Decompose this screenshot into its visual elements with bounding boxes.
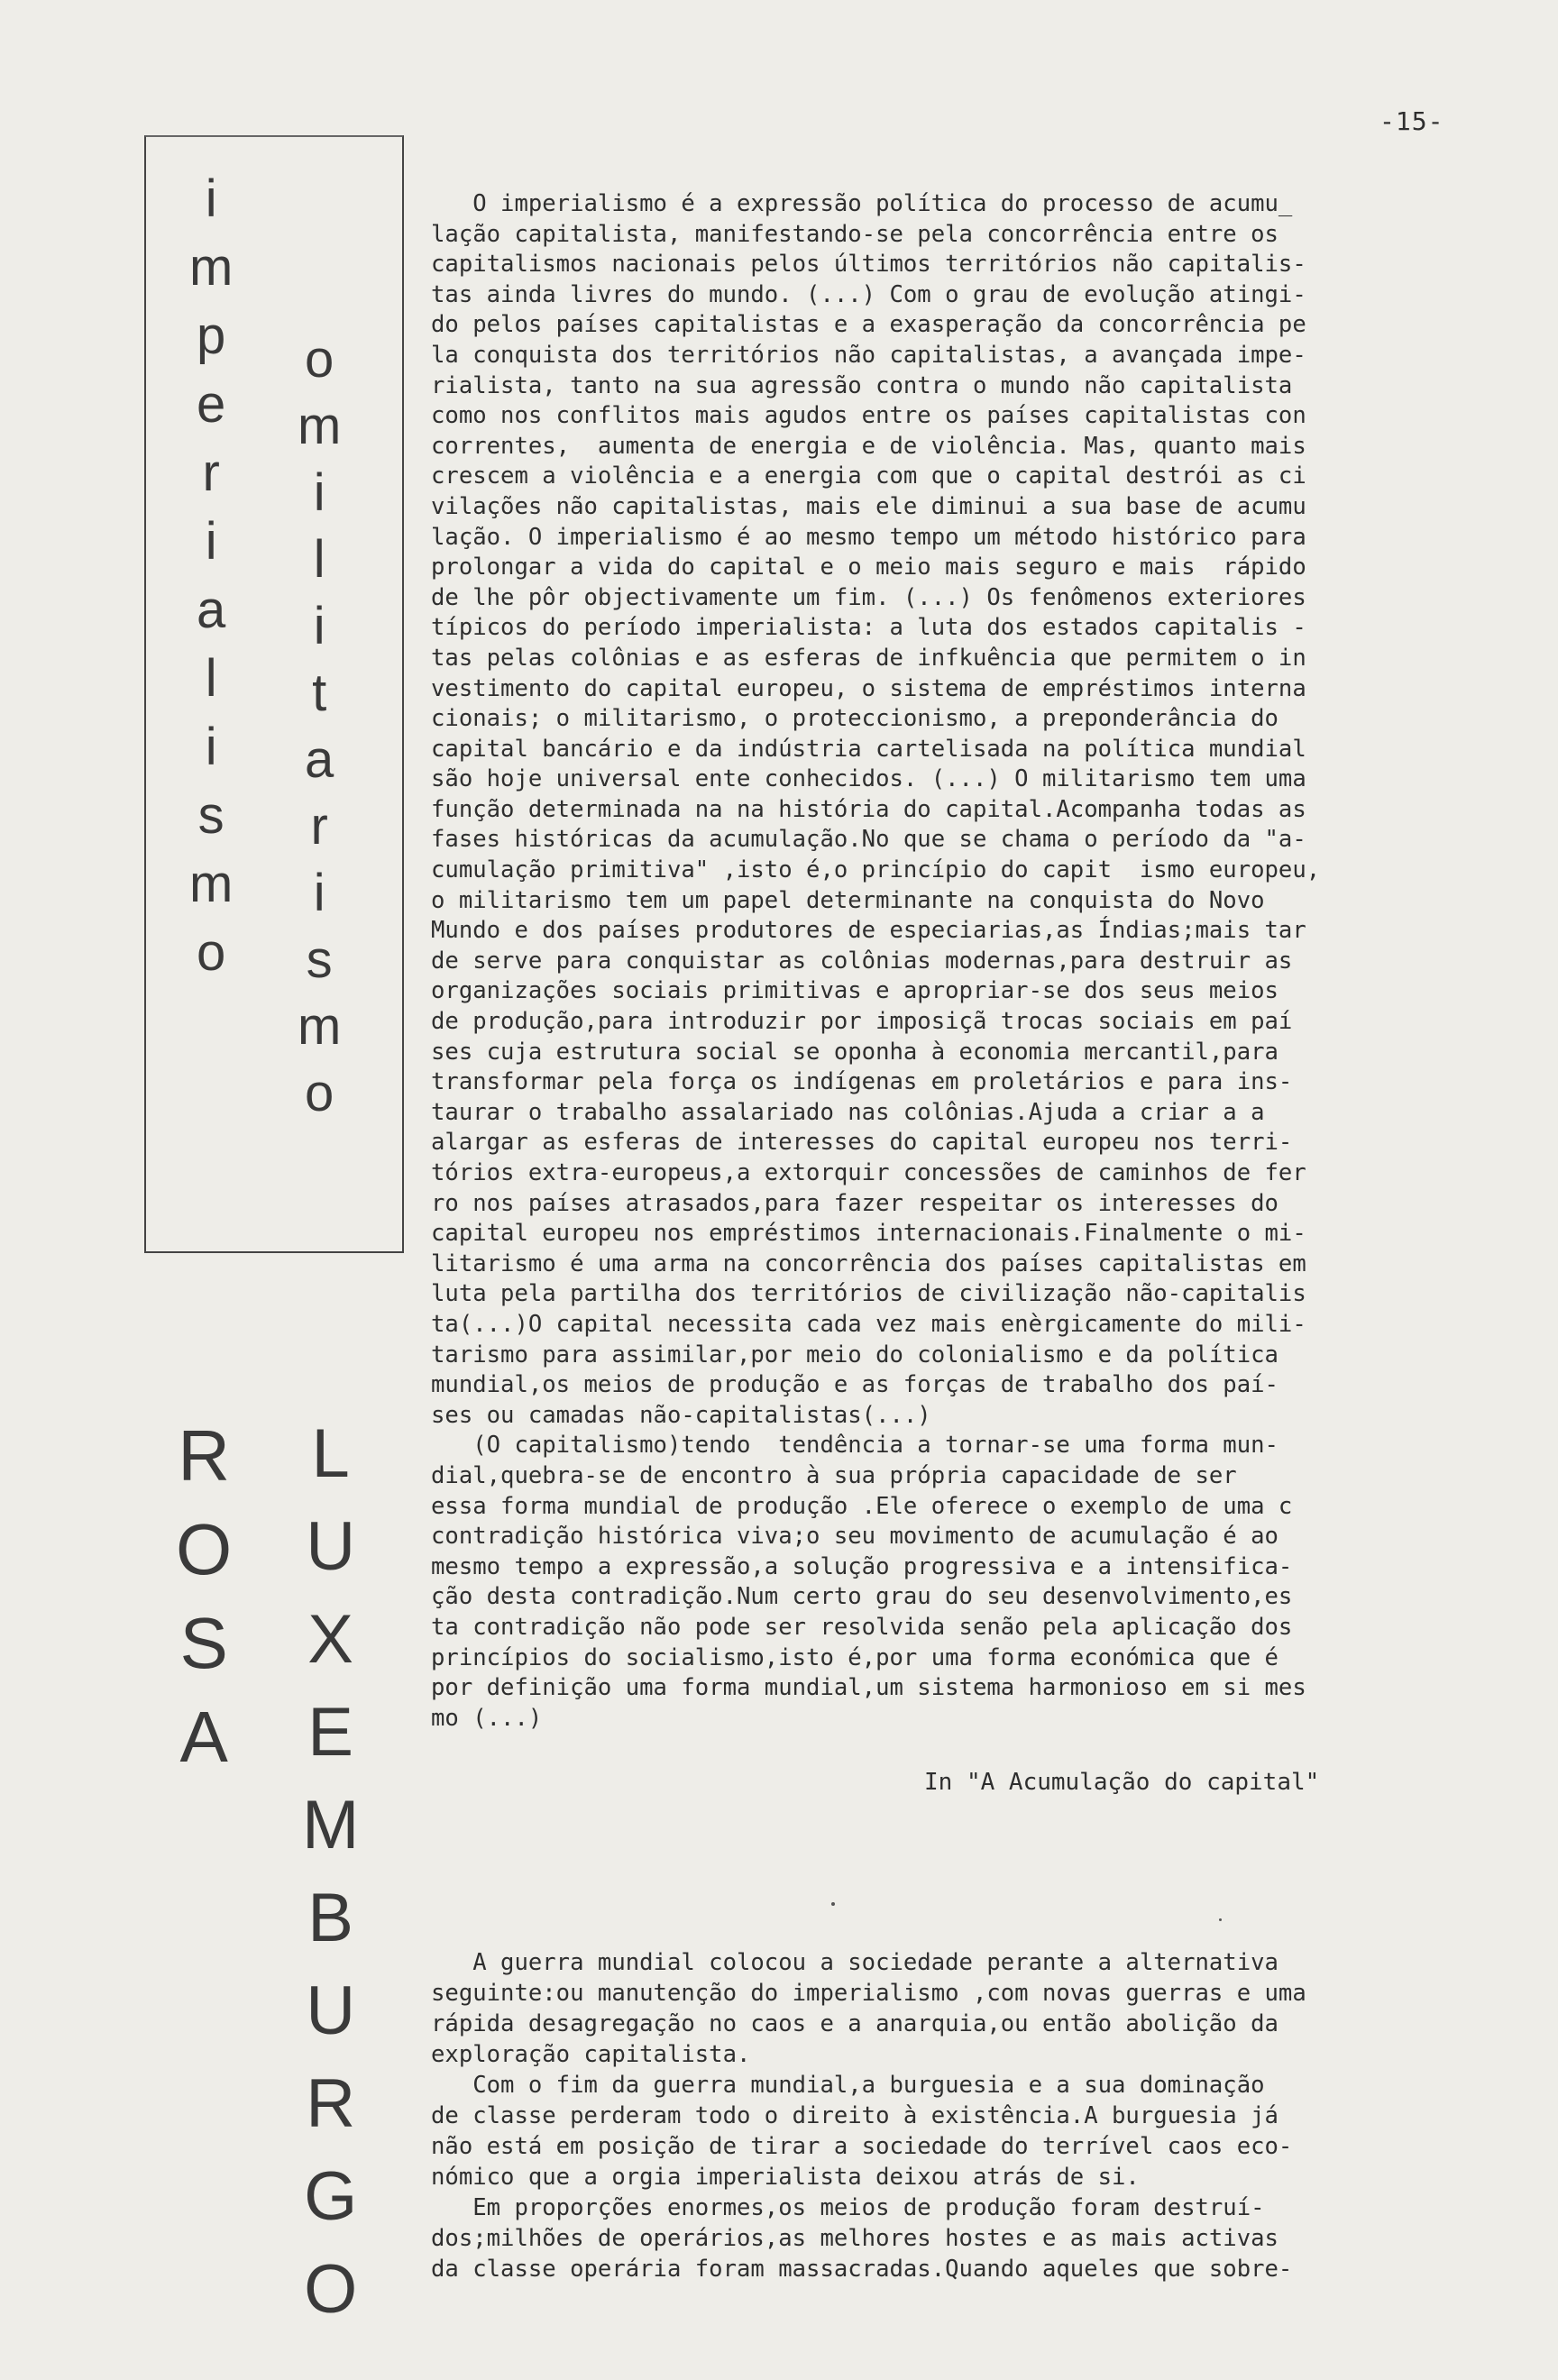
text-line: capital europeu nos empréstimos internacionais.Finalmente o mi- — [431, 1220, 1306, 1248]
text-line: O imperialismo é a expressão política do processo de acumu_ — [431, 190, 1293, 217]
quote-block — [431, 189, 1477, 1734]
text-line: capitalismos nacionais pelos últimos territórios não capitalis- — [431, 251, 1306, 279]
page-number: -15- — [1379, 106, 1444, 136]
text-line: essa forma mundial de produção .Ele oferece o exemplo de uma c — [431, 1492, 1293, 1520]
vertical-letter: S — [179, 1603, 228, 1683]
text-line: (O capitalismo)tendo tendência a tornar-se uma forma mun- — [431, 1432, 1278, 1460]
text-line: são hoje universal ente conhecidos. (...) O militarismo tem uma — [431, 765, 1306, 793]
text-line: la conquista dos territórios não capitalistas, a avançada impe- — [431, 341, 1306, 369]
vertical-word-imperialismo — [189, 169, 234, 995]
vertical-letter: o — [197, 923, 226, 982]
vertical-letter: A — [179, 1697, 228, 1777]
sidebar-box — [144, 135, 404, 1253]
text-line: Com o fim da guerra mundial,a burguesia e a sua dominação — [431, 2072, 1265, 2099]
vertical-letter: X — [307, 1601, 353, 1678]
text-line: correntes, aumenta de energia e de violência. Mas, quanto mais — [431, 432, 1306, 460]
citation: In "A Acumulação do capital" — [924, 1769, 1320, 1796]
vertical-letter: r — [310, 797, 328, 856]
text-line: ro nos países atrasados,para fazer respeitar os interesses do — [431, 1189, 1278, 1217]
text-line: fases históricas da acumulação.No que se chama o período da "a- — [431, 826, 1306, 854]
text-line: alargar as esferas de interesses do capital europeu nos terri- — [431, 1129, 1293, 1157]
text-line: litarismo é uma arma na concorrência dos países capitalistas em — [431, 1250, 1306, 1277]
text-line: princípios do socialismo,isto é,por uma forma económica que é — [431, 1643, 1278, 1671]
vertical-letter: E — [307, 1694, 353, 1771]
text-line: Mundo e dos países produtores de especiarias,as Índias;mais tar — [431, 917, 1306, 945]
text-line: rápida desagregação no caos e a anarquia,ou então abolição da — [431, 2010, 1278, 2037]
vertical-letter: o — [305, 1064, 335, 1122]
text-line: de serve para conquistar as colônias modernas,para destruir as — [431, 947, 1293, 975]
text-line: capital bancário e da indústria cartelisada na política mundial — [431, 735, 1306, 763]
text-line: tas ainda livres do mundo. (...) Com o grau de evolução atingi- — [431, 280, 1306, 308]
vertical-letter: O — [304, 2251, 358, 2328]
text-line: vestimento do capital europeu, o sistema de empréstimos interna — [431, 674, 1306, 702]
text-line: de lhe pôr objectivamente um fim. (...) Os fenômenos exteriores — [431, 583, 1306, 611]
text-line: transformar pela força os indígenas em proletários e para ins- — [431, 1068, 1293, 1096]
vertical-word-militarismo — [298, 330, 342, 1134]
text-line: do pelos países capitalistas e a exasperação da concorrência pe — [431, 311, 1306, 339]
text-line: lação capitalista, manifestando-se pela concorrência entre os — [431, 220, 1278, 248]
text-line: contradição histórica viva;o seu movimento de acumulação é ao — [431, 1523, 1278, 1551]
text-line: por definição uma forma mundial,um sistema harmonioso em si mes — [431, 1674, 1306, 1702]
vertical-letter: l — [205, 649, 217, 708]
vertical-letter: i — [205, 718, 217, 776]
vertical-letter: i — [313, 597, 325, 655]
text-line: típicos do período imperialista: a luta dos estados capitalis - — [431, 614, 1306, 642]
author-last-name — [302, 1415, 360, 2348]
vertical-letter: e — [197, 375, 226, 434]
text-line: prolongar a vida do capital e o meio mais seguro e mais rápido — [431, 554, 1306, 581]
text-line: ta(...)O capital necessita cada vez mais enèrgicamente do mili- — [431, 1310, 1306, 1338]
text-line: dial,quebra-se de encontro à sua própria capacidade de ser — [431, 1461, 1237, 1489]
text-line: tas pelas colônias e as esferas de infkuência que permitem o in — [431, 644, 1306, 672]
text-line: vilações não capitalistas, mais ele diminui a sua base de acumu — [431, 492, 1306, 520]
text-line: mesmo tempo a expressão,a solução progressiva e a intensifica- — [431, 1552, 1293, 1580]
vertical-letter: G — [304, 2158, 358, 2235]
text-line: o militarismo tem um papel determinante na conquista do Novo — [431, 886, 1265, 914]
vertical-letter: t — [312, 664, 327, 722]
text-line: tórios extra-europeus,a extorquir concessões de caminhos de fer — [431, 1159, 1306, 1186]
author-first-name — [176, 1415, 233, 1795]
vertical-letter: L — [311, 1415, 350, 1492]
text-line: Em proporções enormes,os meios de produção foram destruí- — [431, 2194, 1265, 2221]
text-line: luta pela partilha dos territórios de civilização não-capitalis — [431, 1280, 1306, 1308]
text-line: tarismo para assimilar,por meio do colonialismo e da política — [431, 1341, 1278, 1368]
text-line: como nos conflitos mais agudos entre os países capitalistas con — [431, 402, 1306, 430]
text-line: seguinte:ou manutenção do imperialismo ,com novas guerras e uma — [431, 1980, 1306, 2007]
text-line: ção desta contradição.Num certo grau do seu desenvolvimento,es — [431, 1583, 1293, 1611]
vertical-letter: o — [305, 330, 335, 389]
vertical-letter: O — [176, 1509, 233, 1589]
text-line: exploração capitalista. — [431, 2041, 751, 2068]
vertical-letter: R — [178, 1415, 230, 1496]
vertical-letter: B — [307, 1880, 353, 1956]
vertical-letter: U — [306, 1508, 356, 1585]
text-line: mo (...) — [431, 1704, 543, 1732]
vertical-letter: i — [313, 864, 325, 922]
vertical-letter: p — [197, 307, 226, 365]
text-line: ta contradição não pode ser resolvida senão pela aplicação dos — [431, 1613, 1293, 1641]
text-line: ses ou camadas não-capitalistas(...) — [431, 1401, 931, 1429]
vertical-letter: M — [302, 1787, 360, 1863]
text-line: mundial,os meios de produção e as forças de trabalho dos paí- — [431, 1371, 1278, 1399]
text-line: da classe operária foram massacradas.Quando aqueles que sobre- — [431, 2256, 1293, 2283]
vertical-letter: r — [202, 444, 220, 502]
text-line: lação. O imperialismo é ao mesmo tempo um método histórico para — [431, 523, 1306, 551]
text-line: de produção,para introduzir por imposiçã trocas sociais em paí — [431, 1008, 1293, 1036]
second-section — [431, 1947, 1477, 2284]
text-line: cionais; o militarismo, o proteccionismo, a preponderância do — [431, 705, 1278, 733]
text-line: A guerra mundial colocou a sociedade perante a alternativa — [431, 1949, 1278, 1976]
text-line: dos;milhões de operários,as melhores hostes e as mais activas — [431, 2225, 1278, 2252]
vertical-letter: m — [189, 855, 234, 913]
vertical-letter: a — [197, 581, 226, 639]
vertical-letter: i — [205, 169, 217, 228]
text-line: cumulação primitiva" ,isto é,o princípio do capit ismo europeu, — [431, 856, 1321, 884]
text-line: de classe perderam todo o direito à existência.A burguesia já — [431, 2102, 1278, 2129]
text-line: organizações sociais primitivas e apropriar-se dos seus meios — [431, 977, 1278, 1005]
vertical-letter: R — [306, 2065, 356, 2142]
separator-dot — [1219, 1918, 1222, 1921]
text-line: taurar o trabalho assalariado nas colônias.Ajuda a criar a a — [431, 1098, 1265, 1126]
vertical-letter: U — [306, 1973, 356, 2049]
vertical-letter: i — [205, 512, 217, 571]
vertical-letter: s — [306, 930, 333, 989]
text-line: ses cuja estrutura social se oponha à economia mercantil,para — [431, 1038, 1278, 1066]
vertical-letter: l — [313, 530, 325, 589]
text-line: função determinada na na história do capital.Acompanha todas as — [431, 795, 1306, 823]
vertical-letter: a — [305, 730, 335, 789]
vertical-letter: m — [298, 997, 342, 1056]
text-line: não está em posição de tirar a sociedade do terrível caos eco- — [431, 2133, 1293, 2160]
vertical-letter: m — [298, 397, 342, 455]
vertical-letter: s — [197, 786, 225, 845]
vertical-letter: m — [189, 238, 234, 297]
separator-dot — [831, 1902, 835, 1906]
text-line: rialista, tanto na sua agressão contra o mundo não capitalista — [431, 371, 1293, 399]
text-line: crescem a violência e a energia com que o capital destrói as ci — [431, 462, 1306, 490]
vertical-letter: i — [313, 463, 325, 522]
text-line: nómico que a orgia imperialista deixou atrás de si. — [431, 2164, 1140, 2191]
